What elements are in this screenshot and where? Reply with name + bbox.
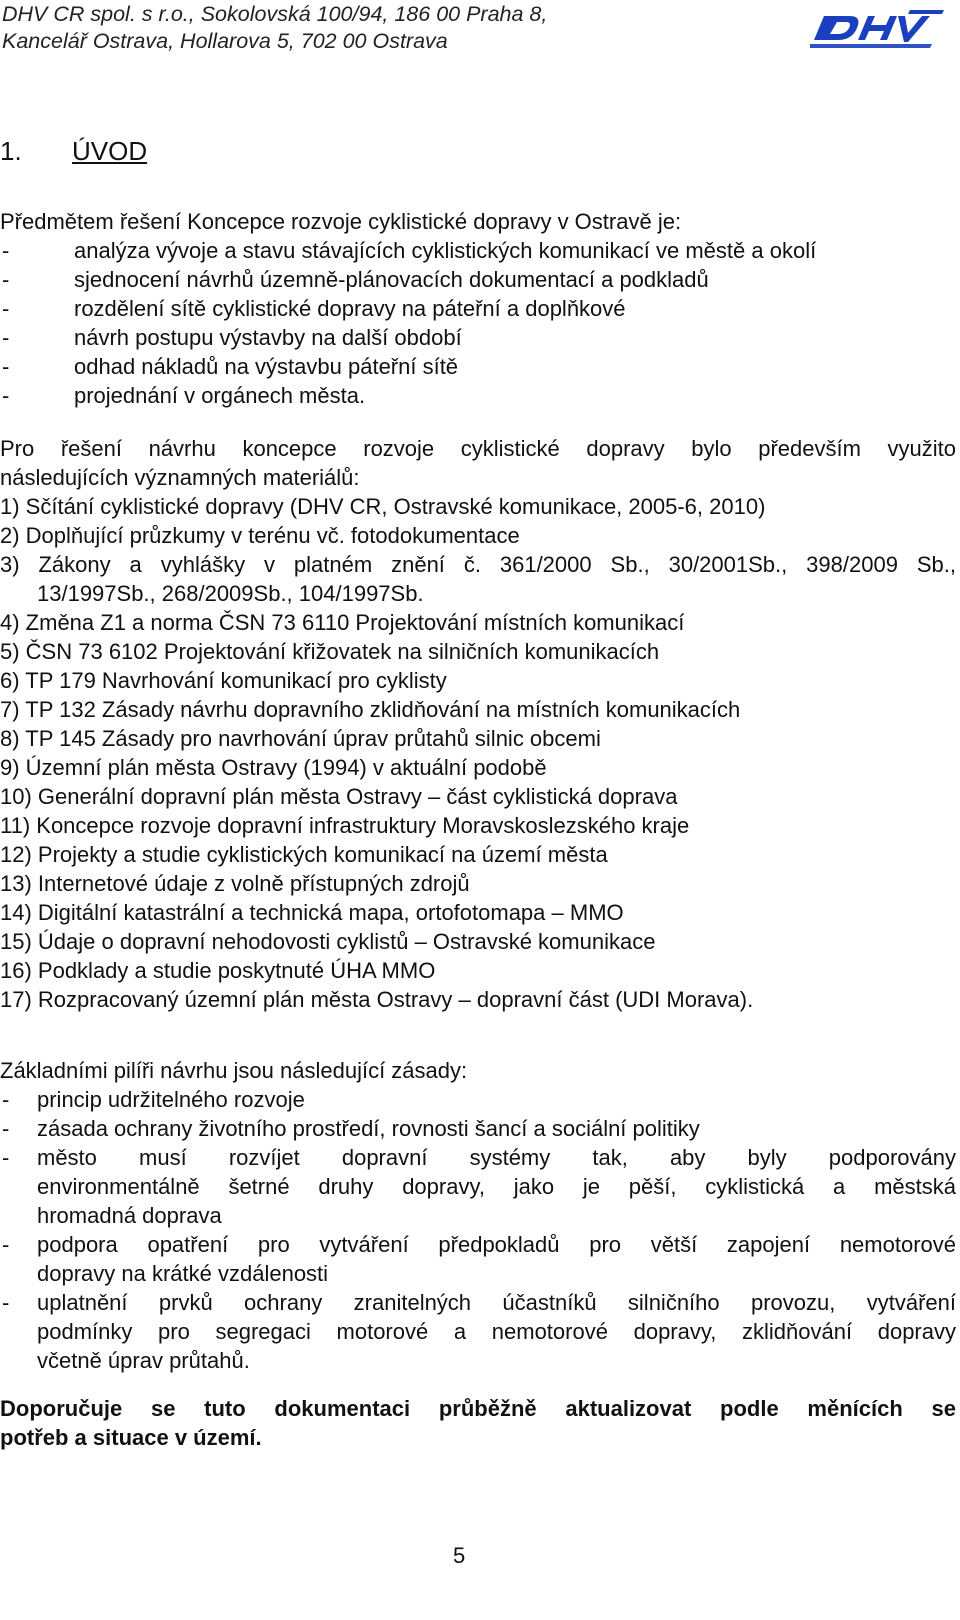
- material-item: 13) Internetové údaje z volně přístupných zdrojů: [0, 871, 470, 896]
- intro-block: [0, 207, 956, 410]
- material-item: 7) TP 132 Zásady návrhu dopravního zklidňování na místních komunikacích: [0, 697, 741, 722]
- material-item: 3) Zákony a vyhlášky v platném znění č. 361/2000 Sb., 30/2001Sb., 398/2009 Sb.,: [0, 552, 956, 577]
- list-item: - rozdělení sítě cyklistické dopravy na páteřní a doplňkové: [2, 296, 626, 321]
- dhv-logo-graphic: [810, 6, 946, 54]
- principle-item: - zásada ochrany životního prostředí, rovnosti šancí a sociální politiky: [2, 1116, 700, 1141]
- material-item: 12) Projekty a studie cyklistických komunikací na území města: [0, 842, 608, 867]
- list-item: - odhad nákladů na výstavbu páteřní sítě: [2, 354, 459, 379]
- material-item: 9) Územní plán města Ostravy (1994) v aktuální podobě: [0, 755, 547, 780]
- recommendation-line-2: potřeb a situace v území.: [0, 1425, 262, 1450]
- principle-item: - uplatnění prvků ochrany zranitelných účastníků silničního provozu, vytváření podmínky pro segregaci motorové a nemotorové dopravy, zklidňování dopravy včetně úprav průtahů.: [2, 1290, 956, 1373]
- material-item: 6) TP 179 Navrhování komunikací pro cyklisty: [0, 668, 447, 693]
- material-item: 14) Digitální katastrální a technická mapa, ortofotomapa – MMO: [0, 900, 624, 925]
- list-item: - analýza vývoje a stavu stávajících cyklistických komunikací ve městě a okolí: [2, 238, 817, 263]
- material-item: 10) Generální dopravní plán města Ostravy – část cyklistická doprava: [0, 784, 678, 809]
- header-address-line-2: Kancelář Ostrava, Hollarova 5, 702 00 Ostrava: [2, 29, 448, 53]
- principle-item: - princip udržitelného rozvoje: [2, 1087, 305, 1112]
- material-item: 11) Koncepce rozvoje dopravní infrastruktury Moravskoslezského kraje: [0, 813, 690, 838]
- recommendation-block: [0, 1394, 956, 1452]
- material-item-continuation: 13/1997Sb., 268/2009Sb., 104/1997Sb.: [37, 581, 424, 606]
- principle-item: - podpora opatření pro vytváření předpokladů pro větší zapojení nemotorové dopravy na krátké vzdálenosti: [2, 1232, 956, 1286]
- section-heading: [0, 136, 147, 167]
- materials-block: [0, 434, 956, 1014]
- material-item: 4) Změna Z1 a norma ČSN 73 6110 Projektování místních komunikací: [0, 610, 685, 635]
- material-item: 2) Doplňující průzkumy v terénu vč. fotodokumentace: [0, 523, 520, 548]
- section-title: ÚVOD: [72, 136, 148, 166]
- intro-lead: Předmětem řešení Koncepce rozvoje cyklistické dopravy v Ostravě je:: [0, 209, 682, 234]
- material-item: 5) ČSN 73 6102 Projektování křižovatek na silničních komunikacích: [0, 639, 660, 664]
- list-item: - návrh postupu výstavby na další období: [2, 325, 462, 350]
- dhv-logo: [810, 6, 946, 60]
- material-item: 17) Rozpracovaný územní plán města Ostravy – dopravní část (UDI Morava).: [0, 987, 754, 1012]
- recommendation-line-1: Doporučuje se tuto dokumentaci průběžně aktualizovat podle měnících se: [0, 1396, 956, 1421]
- material-item: 16) Podklady a studie poskytnuté ÚHA MMO: [0, 958, 436, 983]
- list-item: - sjednocení návrhů územně-plánovacích dokumentací a podkladů: [2, 267, 709, 292]
- materials-lead-line-2: následujících významných materiálů:: [0, 465, 360, 490]
- principles-lead: Základními pilíři návrhu jsou následující zásady:: [0, 1058, 468, 1083]
- list-item: - projednání v orgánech města.: [2, 383, 366, 408]
- section-number: 1.: [0, 136, 22, 166]
- material-item: 1) Sčítání cyklistické dopravy (DHV CR, Ostravské komunikace, 2005-6, 2010): [0, 494, 766, 519]
- material-item: 15) Údaje o dopravní nehodovosti cyklistů – Ostravské komunikace: [0, 929, 656, 954]
- material-item: 8) TP 145 Zásady pro navrhování úprav průtahů silnic obcemi: [0, 726, 601, 751]
- principle-item: - město musí rozvíjet dopravní systémy tak, aby byly podporovány environmentálně šetrné druhy dopravy, jako je pěší, cyklistická a městská hromadná doprava: [2, 1145, 956, 1228]
- materials-lead-line-1: Pro řešení návrhu koncepce rozvoje cyklistické dopravy bylo především využito: [0, 436, 956, 461]
- principles-block: [0, 1056, 956, 1375]
- header-address-line-1: DHV CR spol. s r.o., Sokolovská 100/94, 186 00 Praha 8,: [2, 2, 548, 26]
- page-number: 5: [453, 1543, 466, 1568]
- page-header: [0, 0, 960, 60]
